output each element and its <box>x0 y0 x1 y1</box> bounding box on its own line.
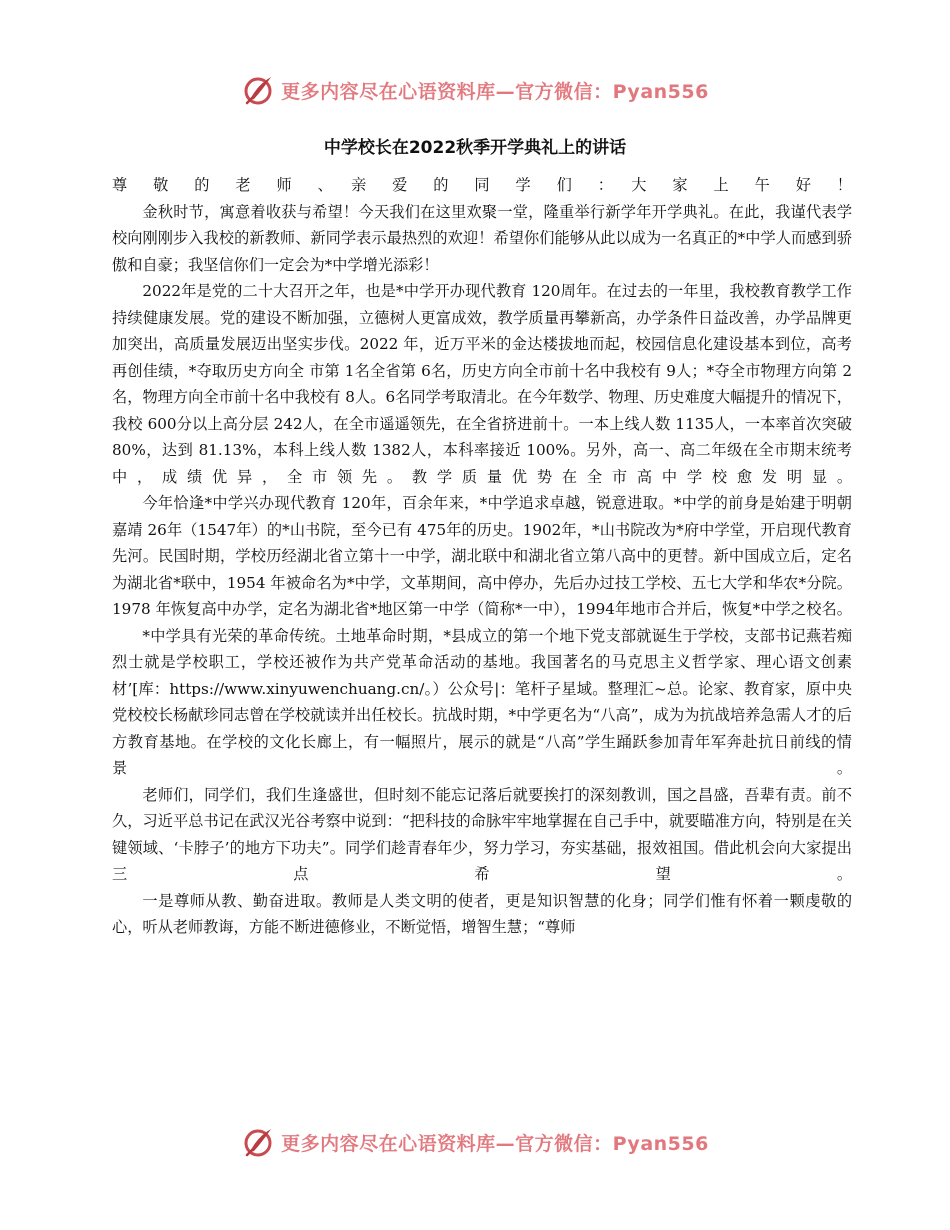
footer-banner <box>0 1120 950 1164</box>
banner-text: 更多内容尽在心语资料库—官方微信：Pyan556 <box>281 1132 709 1155</box>
paragraph-6: 一是尊师从教、勤奋进取。教师是人类文明的使者，更是知识智慧的化身；同学们惟有怀着一颗虔敬的心，听从老师教诲，方能不断进德修业，不断觉悟，增智生慧；“尊师 <box>112 891 852 936</box>
quill-logo-icon <box>241 73 275 107</box>
paragraph-1: 金秋时节，寓意着收获与希望！今天我们在这里欢聚一堂，隆重举行新学年开学典礼。在此，我谨代表学校向刚刚步入我校的新教师、新同学表示最热烈的欢迎！希望你们能够从此以成为一名真正的*中学人而感到骄傲和自豪；我坚信你们一定会为*中学增光添彩！ <box>112 202 852 274</box>
quill-logo-icon <box>241 1125 275 1159</box>
document-body <box>112 172 852 941</box>
paragraph-5: 老师们，同学们，我们生逢盛世，但时刻不能忘记落后就要挨打的深刻教训，国之昌盛，吾辈有责。前不久，习近平总书记在武汉光谷考察中说到：“把科技的命脉牢牢地掌握在自己手中，就要瞄准方向，特别是在关键领域、‘卡脖子’的地方下功夫”。同学们趁青春年少，努力学习，夯实基础，报效祖国。借此机会向大家提出三点希望。 <box>112 785 852 883</box>
banner-text: 更多内容尽在心语资料库—官方微信：Pyan556 <box>281 80 709 103</box>
greeting: 尊 敬 的 老 师 、 亲 爱 的 同 学 们 ： 大 家 上 午 好 ！ <box>112 176 852 194</box>
document-title: 中学校长在2022秋季开学典礼上的讲话 <box>323 138 627 158</box>
paragraph-3: 今年恰逢*中学兴办现代教育 120年，百余年来，*中学追求卓越，锐意进取。*中学的前身是始建于明朝嘉靖 26年（1547年）的*山书院，至今已有 475年的历史。1902年，*山书院改为*府中学堂，开启现代教育先河。民国时期，学校历经湖北省立第十一中学，湖北联中和湖北省立第八高中的更替。新中国成立后，定名为湖北省*联中，1954 年被命名为*中学，文革期间，高中停办，先后办过技工学校、五七大学和华农*分院。1978 年恢复高中办学，定名为湖北省*地区第一中学（简称*一中），1994年地市合并后，恢复*中学之校名。 <box>112 494 852 618</box>
paragraph-2: 2022年是党的二十大召开之年，也是*中学开办现代教育 120周年。在过去的一年里，我校教育教学工作持续健康发展。党的建设不断加强，立德树人更富成效，教学质量再攀新高，办学条件日益改善，办学品牌更加突出，高质量发展迈出坚实步伐。2022 年，近万平米的金达楼拔地而起，校园信息化建设基本到位，高考再创佳绩，*夺取历史方向全 市第 1名全省第 6名，历史方向全市前十名中我校有 9人；*夺全市物理方向第 2名，物理方向全市前十名中我校有 8人。6名同学考取清北。在今年数学、物理、历史难度大幅提升的情况下，我校 600分以上高分层 242人，在全市遥遥领先，在全省挤进前十。一本上线人数 1135人，一本率首次突破 80%，达到 81.13%，本科上线人数 1382人，本科率接近 100%。另外，高一、高二年级在全市期末统考中，成绩优异，全市领先。教学质量优势在全市高中学校愈发明显。 <box>112 282 852 486</box>
header-banner <box>0 68 950 112</box>
paragraph-4: *中学具有光荣的革命传统。土地革命时期，*县成立的第一个地下党支部就诞生于学校，支部书记燕若痴烈士就是学校职工，学校还被作为共产党革命活动的基地。我国著名的马克思主义哲学家、理心语文创素材’[库：https://www.xinyuwenchuang.cn/。）公众号|：笔杆子星域。整理汇~总。论家、教育家，原中央党校校长杨献珍同志曾在学校就读并出任校长。抗战时期，*中学更名为“八高”，成为为抗战培养急需人才的后方教育基地。在学校的文化长廊上，有一幅照片，展示的就是“八高”学生踊跃参加青年军奔赴抗日前线的情景。 <box>112 626 852 777</box>
